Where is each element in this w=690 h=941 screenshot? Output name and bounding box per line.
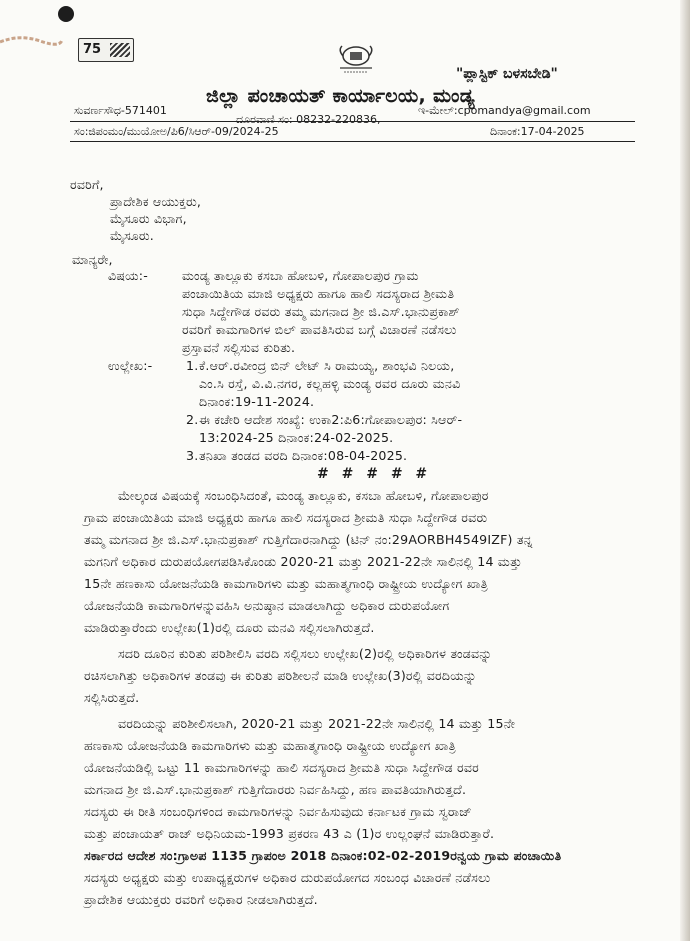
page-edge-shadow	[680, 0, 690, 941]
punch-hole	[58, 6, 74, 22]
references-label: ಉಲ್ಲೇಖ:-	[108, 358, 153, 373]
salutation: ಮಾನ್ಯರೇ,	[72, 252, 113, 267]
state-emblem-icon	[334, 44, 378, 74]
recipient-line: ಮೈಸೂರು ವಿಭಾಗ,	[110, 211, 187, 226]
binder-string	[0, 28, 70, 50]
recipient-line: ಮೈಸೂರು.	[110, 228, 154, 243]
paragraph-line: ಸದಸ್ಯರು ಈ ರೀತಿ ಸಂಬಂಧಿಗಳಿಂದ ಕಾಮಗಾರಿಗಳನ್ನು ನಿರ್ವಹಿಸುವುದು ಕರ್ನಾಟಕ ಗ್ರಾಮ ಸ್ವರಾಜ್	[84, 804, 472, 819]
paragraph-line: ರಚಿಸಲಾಗಿತ್ತು ಅಧಿಕಾರಿಗಳ ತಂಡವು ಈ ಕುರಿತು ಪರಿಶೀಲನೆ ಮಾಡಿ ಉಲ್ಲೇಖ(3)ರಲ್ಲಿ ವರದಿಯನ್ನು	[84, 668, 477, 683]
section-separator: # # # # #	[317, 466, 432, 482]
reference-number: ಸಂ:ಜಿಪಂಮಂ/ಮುಯೋಅ/ಪಿ6/ಸಿಆರ್-09/2024-25	[74, 125, 279, 138]
subject-line: ರವರಿಗೆ ಕಾಮಗಾರಿಗಳ ಬಿಲ್ ಪಾವತಿಸಿರುವ ಬಗ್ಗೆ ವಿಚಾರಣೆ ನಡೆಸಲು	[182, 322, 457, 337]
subject-line: ಪಂಚಾಯಿತಿಯ ಮಾಜಿ ಅಧ್ಯಕ್ಷರು ಹಾಗೂ ಹಾಲಿ ಸದಸ್ಯರಾದ ಶ್ರೀಮತಿ	[182, 286, 455, 301]
reference-number-1: 1.	[186, 358, 199, 373]
subject-line: ಸುಧಾ ಸಿದ್ದೇಗೌಡ ರವರು ತಮ್ಮ ಮಗನಾದ ಶ್ರೀ ಜಿ.ಎಸ್.ಭಾನುಪ್ರಕಾಶ್	[182, 304, 460, 319]
office-phone: ದೂರವಾಣಿ ಸಂ: 08232-220836,	[236, 113, 381, 126]
reference-number-3: 3.	[186, 448, 199, 463]
subject-label: ವಿಷಯ:-	[108, 268, 148, 283]
subject-line: ಪ್ರಸ್ತಾವನೆ ಸಲ್ಲಿಸುವ ಕುರಿತು.	[182, 340, 296, 355]
emblem-badge-text: 75	[83, 42, 102, 57]
paragraph-line: ಮಗನಾದ ಶ್ರೀ ಜಿ.ಎಸ್.ಭಾನುಪ್ರಕಾಶ್ ಗುತ್ತಿಗೆದಾರರು ನಿರ್ವಹಿಸಿದ್ದು, ಹಣ ಪಾವತಿಯಾಗಿರುತ್ತದೆ.	[84, 782, 467, 797]
recipient-line: ಪ್ರಾದೇಶಿಕ ಆಯುಕ್ತರು,	[110, 194, 202, 209]
reference-line: ದಿನಾಂಕ:19-11-2024.	[199, 394, 315, 409]
paragraph-line: ಮೇಲ್ಕಂಡ ವಿಷಯಕ್ಕೆ ಸಂಬಂಧಿಸಿದಂತೆ, ಮಂಡ್ಯ ತಾಲ್ಲೂಕು, ಕಸಬಾ ಹೋಬಳಿ, ಗೋಪಾಲಪುರ	[118, 488, 489, 503]
paragraph-line: ಸದರಿ ದೂರಿನ ಕುರಿತು ಪರಿಶೀಲಿಸಿ ವರದಿ ಸಲ್ಲಿಸಲು ಉಲ್ಲೇಖ(2)ರಲ್ಲಿ ಅಧಿಕಾರಿಗಳ ತಂಡವನ್ನು	[118, 646, 493, 661]
paragraph-line: ಗ್ರಾಮ ಪಂಚಾಯಿತಿಯ ಮಾಜಿ ಅಧ್ಯಕ್ಷರು ಹಾಗೂ ಹಾಲಿ ಸದಸ್ಯರಾದ ಶ್ರೀಮತಿ ಸುಧಾ ಸಿದ್ದೇಗೌಡ ರವರು	[84, 510, 488, 525]
paragraph-line: ಸಲ್ಲಿಸಿರುತ್ತದೆ.	[84, 690, 140, 705]
reference-line: ಎಂ.ಸಿ ರಸ್ತೆ, ವಿ.ವಿ.ನಗರ, ಕಲ್ಲಹಳ್ಳಿ ಮಂಡ್ಯ ರವರ ದೂರು ಮನವಿ	[199, 376, 461, 391]
reference-line: ಕೆ.ಆರ್.ರವೀಂದ್ರ ಬಿನ್ ಲೇಟ್ ಸಿ ರಾಮಯ್ಯ, ಶಾಂಭವಿ ನಿಲಯ,	[199, 358, 455, 373]
office-email: ಇ-ಮೇಲ್:cpomandya@gmail.com	[418, 104, 591, 117]
header-rule-bottom	[70, 141, 635, 142]
reference-line: ತನಿಖಾ ತಂಡದ ವರದಿ ದಿನಾಂಕ:08-04-2025.	[199, 448, 408, 463]
paragraph-line: ಮತ್ತು ಪಂಚಾಯತ್ ರಾಜ್ ಅಧಿನಿಯಮ-1993 ಪ್ರಕರಣ 43 ಎ (1)ರ ಉಲ್ಲಂಘನೆ ಮಾಡಿರುತ್ತಾರೆ.	[84, 826, 495, 841]
reference-line: 13:2024-25 ದಿನಾಂಕ:24-02-2025.	[199, 430, 394, 445]
paragraph-line: 15ನೇ ಹಣಕಾಸು ಯೋಜನೆಯಡಿ ಕಾಮಗಾರಿಗಳು ಮತ್ತು ಮಹಾತ್ಮಗಾಂಧಿ ರಾಷ್ಟ್ರೀಯ ಉದ್ಯೋಗ ಖಾತ್ರಿ	[84, 576, 488, 591]
slogan: "ಪ್ಲಾಸ್ಟಿಕ್ ಬಳಸಬೇಡಿ"	[456, 66, 558, 82]
paragraph-line: ಸರ್ಕಾರದ ಆದೇಶ ಸಂ:ಗ್ರಾಅಪ 1135 ಗ್ರಾಪಂಅ 2018 ದಿನಾಂಕ:02-02-2019ರನ್ವಯ ಗ್ರಾಮ ಪಂಚಾಯಿತಿ	[84, 848, 562, 863]
reference-line: ಈ ಕಚೇರಿ ಆದೇಶ ಸಂಖ್ಯೆ: ಉಕಾ2:ಪಿ6:ಗೋಪಾಲಪುರ: ಸಿಆರ್-	[199, 412, 463, 427]
office-title: ಜಿಲ್ಲಾ ಪಂಚಾಯತ್ ಕಾರ್ಯಾಲಯ, ಮಂಡ್ಯ	[206, 85, 475, 107]
recipient-label: ರವರಿಗೆ,	[70, 177, 104, 192]
paragraph-line: ಮಾಡಿರುತ್ತಾರೆಂದು ಉಲ್ಲೇಖ(1)ರಲ್ಲಿ ದೂರು ಮನವಿ ಸಲ್ಲಿಸಲಾಗಿರುತ್ತದೆ.	[84, 620, 375, 635]
reference-number-2: 2.	[186, 412, 199, 427]
azadi-75-emblem	[78, 38, 134, 62]
paragraph-line: ವರದಿಯನ್ನು ಪರಿಶೀಲಿಸಲಾಗಿ, 2020-21 ಮತ್ತು 2021-22ನೇ ಸಾಲಿನಲ್ಲಿ 14 ಮತ್ತು 15ನೇ	[118, 716, 516, 731]
paragraph-line: ಯೋಜನೆಯಡಿಲ್ಲಿ ಒಟ್ಟು 11 ಕಾಮಗಾರಿಗಳನ್ನು ಹಾಲಿ ಸದಸ್ಯರಾದ ಶ್ರೀಮತಿ ಸುಧಾ ಸಿದ್ದೇಗೌಡ ರವರ	[84, 760, 480, 775]
header-rule-top	[70, 121, 635, 122]
paragraph-line: ಯೋಜನೆಯಡಿ ಕಾಮಗಾರಿಗಳನ್ನುವಹಿಸಿ ಅನುಷ್ಠಾನ ಮಾಡಲಾಗಿದ್ದು ಅಧಿಕಾರ ದುರುಪಯೋಗ	[84, 598, 450, 613]
paragraph-line: ತಮ್ಮ ಮಗನಾದ ಶ್ರೀ ಜಿ.ಎಸ್.ಭಾನುಪ್ರಕಾಶ್ ಗುತ್ತಿಗೆದಾರನಾಗಿದ್ದು (ಟಿನ್ ನಂ:29AORBH4549IZF) ತನ್ನ	[84, 532, 533, 547]
paragraph-line: ಪ್ರಾದೇಶಿಕ ಆಯುಕ್ತರು ರವರಿಗೆ ಅಧಿಕಾರ ನೀಡಲಾಗಿರುತ್ತದೆ.	[84, 892, 318, 907]
paragraph-line: ಹಣಕಾಸು ಯೋಜನೆಯಡಿ ಕಾಮಗಾರಿಗಳು ಮತ್ತು ಮಹಾತ್ಮಗಾಂಧಿ ರಾಷ್ಟ್ರೀಯ ಉದ್ಯೋಗ ಖಾತ್ರಿ	[84, 738, 456, 753]
letter-date: ದಿನಾಂಕ:17-04-2025	[490, 125, 585, 138]
paragraph-line: ಸದಸ್ಯರು ಅಧ್ಯಕ್ಷರು ಮತ್ತು ಉಪಾಧ್ಯಕ್ಷರುಗಳ ಅಧಿಕಾರ ದುರುಪಯೋಗದ ಸಂಬಂಧ ವಿಚಾರಣೆ ನಡೆಸಲು	[84, 870, 491, 885]
subject-line: ಮಂಡ್ಯ ತಾಲ್ಲೂಕು ಕಸಬಾ ಹೋಬಳಿ, ಗೋಪಾಲಪುರ ಗ್ರಾಮ	[182, 268, 419, 283]
office-address: ಸುವರ್ಣಸೌಧ-571401	[74, 104, 167, 117]
paragraph-line: ಮಗನಿಗೆ ಅಧಿಕಾರ ದುರುಪಯೋಗಪಡಿಸಿಕೊಂಡು 2020-21 ಮತ್ತು 2021-22ನೇ ಸಾಲಿನಲ್ಲಿ 14 ಮತ್ತು	[84, 554, 523, 569]
